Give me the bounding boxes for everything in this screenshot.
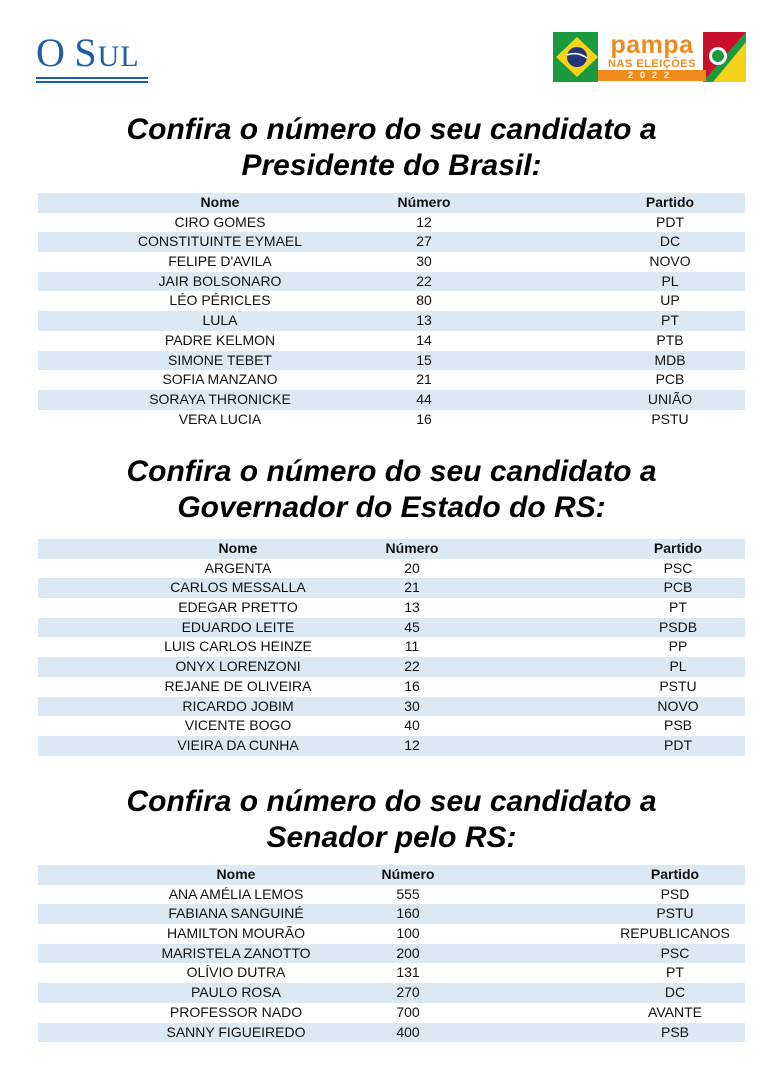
candidate-number: 44: [416, 390, 432, 407]
candidate-name: MARISTELA ZANOTTO: [161, 944, 311, 961]
table-presidente: [38, 193, 745, 429]
table-row: [38, 351, 745, 371]
table-row: [38, 716, 745, 736]
candidate-party: PSDB: [658, 618, 698, 635]
candidate-name: VERA LUCIA: [178, 410, 262, 427]
candidate-number: 30: [404, 697, 420, 714]
table-row: [38, 370, 745, 390]
section-title-line2: Senador pelo RS:: [266, 821, 517, 854]
candidate-party: PT: [661, 312, 679, 329]
candidate-number: 11: [404, 638, 420, 655]
section-title-senador: [0, 784, 783, 856]
section-title-line1: Confira o número do seu candidato a: [126, 785, 657, 818]
candidate-number: 16: [416, 410, 432, 427]
candidate-name: JAIR BOLSONARO: [158, 272, 282, 289]
candidate-number: 21: [404, 579, 420, 596]
candidate-name: RICARDO JOBIM: [182, 697, 294, 714]
candidate-party: PSD: [660, 885, 690, 902]
section-title-governador: [0, 454, 783, 526]
column-header-numero: Número: [397, 194, 451, 210]
column-header-nome: Nome: [200, 194, 240, 210]
pampa-logo-year: 2022: [598, 70, 706, 81]
brazil-flag-icon: [553, 32, 601, 82]
table-row: [38, 213, 745, 233]
candidate-number: 555: [396, 885, 420, 902]
candidate-party: PP: [668, 638, 688, 655]
table-row: [38, 924, 745, 944]
candidate-number: 20: [404, 559, 420, 576]
table-row: [38, 559, 745, 579]
table-row: [38, 944, 745, 964]
candidate-name: LUIS CARLOS HEINZE: [164, 638, 312, 655]
candidate-party: UNIÃO: [647, 390, 693, 407]
osul-logo-rest: UL: [97, 40, 140, 73]
candidate-party: PDT: [656, 213, 684, 230]
candidate-name: REJANE DE OLIVEIRA: [164, 677, 312, 694]
candidate-name: SOFIA MANZANO: [162, 371, 278, 388]
candidate-number: 15: [416, 351, 432, 368]
column-header-numero: Número: [381, 866, 435, 882]
candidate-number: 400: [396, 1023, 420, 1040]
column-header-numero: Número: [385, 540, 439, 556]
table-row: [38, 983, 745, 1003]
table-row: [38, 963, 745, 983]
candidate-name: FABIANA SANGUINÉ: [168, 905, 304, 922]
candidate-number: 200: [396, 944, 420, 961]
section-title-line2: Presidente do Brasil:: [241, 149, 542, 182]
candidate-name: LULA: [202, 312, 238, 329]
candidate-party: DC: [664, 984, 686, 1001]
candidate-party: REPUBLICANOS: [620, 925, 730, 942]
candidate-party: PT: [669, 599, 687, 616]
candidate-name: VIEIRA DA CUNHA: [177, 736, 299, 753]
column-header-partido: Partido: [653, 540, 703, 556]
candidate-number: 27: [416, 233, 432, 250]
candidate-number: 12: [404, 736, 420, 753]
page-header: [0, 0, 783, 100]
table-row: [38, 390, 745, 410]
table-header-row: [38, 865, 745, 885]
candidate-name: HAMILTON MOURÃO: [167, 925, 305, 942]
table-row: [38, 331, 745, 351]
table-row: [38, 657, 745, 677]
candidate-number: 270: [396, 984, 420, 1001]
table-row: [38, 311, 745, 331]
candidate-number: 16: [404, 677, 420, 694]
candidate-party: PDT: [664, 736, 692, 753]
table-header-row: [38, 193, 745, 213]
table-row: [38, 885, 745, 905]
column-header-partido: Partido: [650, 866, 700, 882]
candidate-party: PT: [666, 964, 684, 981]
candidate-party: PCB: [655, 371, 685, 388]
table-row: [38, 291, 745, 311]
candidate-name: ARGENTA: [204, 559, 272, 576]
table-row: [38, 232, 745, 252]
candidate-name: EDEGAR PRETTO: [178, 599, 298, 616]
candidate-party: PL: [661, 272, 679, 289]
candidate-number: 12: [416, 213, 432, 230]
table-row: [38, 272, 745, 292]
candidate-party: PL: [669, 658, 687, 675]
table-row: [38, 637, 745, 657]
column-header-nome: Nome: [218, 540, 258, 556]
candidate-name: ONYX LORENZONI: [175, 658, 301, 675]
table-header-row: [38, 539, 745, 559]
candidate-party: PSC: [663, 559, 693, 576]
table-row: [38, 1023, 745, 1043]
candidate-party: UP: [660, 292, 680, 309]
candidate-name: EDUARDO LEITE: [181, 618, 295, 635]
candidate-number: 22: [416, 272, 432, 289]
section-title-line1: Confira o número do seu candidato a: [126, 113, 657, 146]
candidate-party: DC: [659, 233, 681, 250]
table-row: [38, 904, 745, 924]
candidate-number: 21: [416, 371, 432, 388]
candidate-party: NOVO: [649, 253, 691, 270]
table-row: [38, 697, 745, 717]
table-row: [38, 736, 745, 756]
candidate-number: 45: [404, 618, 420, 635]
candidate-party: MDB: [654, 351, 686, 368]
column-header-nome: Nome: [216, 866, 256, 882]
candidate-number: 160: [396, 905, 420, 922]
table-row: [38, 598, 745, 618]
rs-flag-icon: [703, 32, 746, 82]
table-row: [38, 618, 745, 638]
pampa-logo-title: pampa: [610, 31, 694, 59]
candidate-number: 13: [416, 312, 432, 329]
table-senador: [38, 865, 745, 1042]
candidate-number: 100: [396, 925, 420, 942]
candidate-party: NOVO: [657, 697, 699, 714]
osul-logo: [36, 31, 148, 83]
candidate-number: 80: [416, 292, 432, 309]
candidate-name: OLÍVIO DUTRA: [186, 964, 286, 981]
table-row: [38, 410, 745, 430]
osul-logo-rule: [36, 77, 148, 79]
candidate-name: CONSTITUINTE EYMAEL: [137, 233, 303, 250]
osul-logo-o: O: [36, 30, 66, 75]
candidate-name: PROFESSOR NADO: [169, 1003, 303, 1020]
candidate-number: 13: [404, 599, 420, 616]
candidate-party: PSTU: [651, 410, 689, 427]
candidate-name: ANA AMÉLIA LEMOS: [168, 885, 304, 902]
candidate-name: SIMONE TEBET: [168, 351, 272, 368]
candidate-number: 40: [404, 717, 420, 734]
candidate-party: PCB: [663, 579, 693, 596]
candidate-party: PSB: [663, 717, 692, 734]
table-row: [38, 1003, 745, 1023]
section-title-line1: Confira o número do seu candidato a: [126, 455, 657, 488]
column-header-partido: Partido: [645, 194, 695, 210]
table-row: [38, 252, 745, 272]
pampa-eleicoes-logo: [553, 32, 746, 82]
pampa-logo-subtitle: NAS ELEIÇÕES: [608, 58, 696, 70]
section-title-line2: Governador do Estado do RS:: [177, 491, 606, 524]
candidate-number: 22: [404, 658, 420, 675]
candidate-name: SANNY FIGUEIREDO: [166, 1023, 306, 1040]
candidate-party: PSB: [660, 1023, 689, 1040]
table-row: [38, 578, 745, 598]
candidate-party: PSTU: [659, 677, 697, 694]
osul-logo-s: S: [74, 30, 98, 75]
candidate-party: PSTU: [656, 905, 694, 922]
candidate-number: 700: [396, 1003, 420, 1020]
candidate-name: LÉO PÉRICLES: [169, 292, 271, 309]
candidate-name: CIRO GOMES: [174, 213, 266, 230]
pampa-logo-text: [598, 32, 706, 82]
candidate-name: FELIPE D'AVILA: [168, 253, 272, 270]
candidate-name: CARLOS MESSALLA: [170, 579, 306, 596]
candidate-number: 30: [416, 253, 432, 270]
candidate-number: 131: [396, 964, 420, 981]
candidate-party: PTB: [656, 331, 684, 348]
candidate-name: PADRE KELMON: [164, 331, 276, 348]
table-governador: [38, 539, 745, 756]
candidate-name: PAULO ROSA: [191, 984, 281, 1001]
osul-logo-rule: [36, 81, 148, 83]
candidate-name: VICENTE BOGO: [184, 717, 292, 734]
candidate-party: AVANTE: [648, 1003, 702, 1020]
section-title-presidente: [0, 112, 783, 184]
candidate-party: PSC: [660, 944, 690, 961]
candidate-name: SORAYA THRONICKE: [149, 390, 291, 407]
candidate-number: 14: [416, 331, 432, 348]
table-row: [38, 677, 745, 697]
